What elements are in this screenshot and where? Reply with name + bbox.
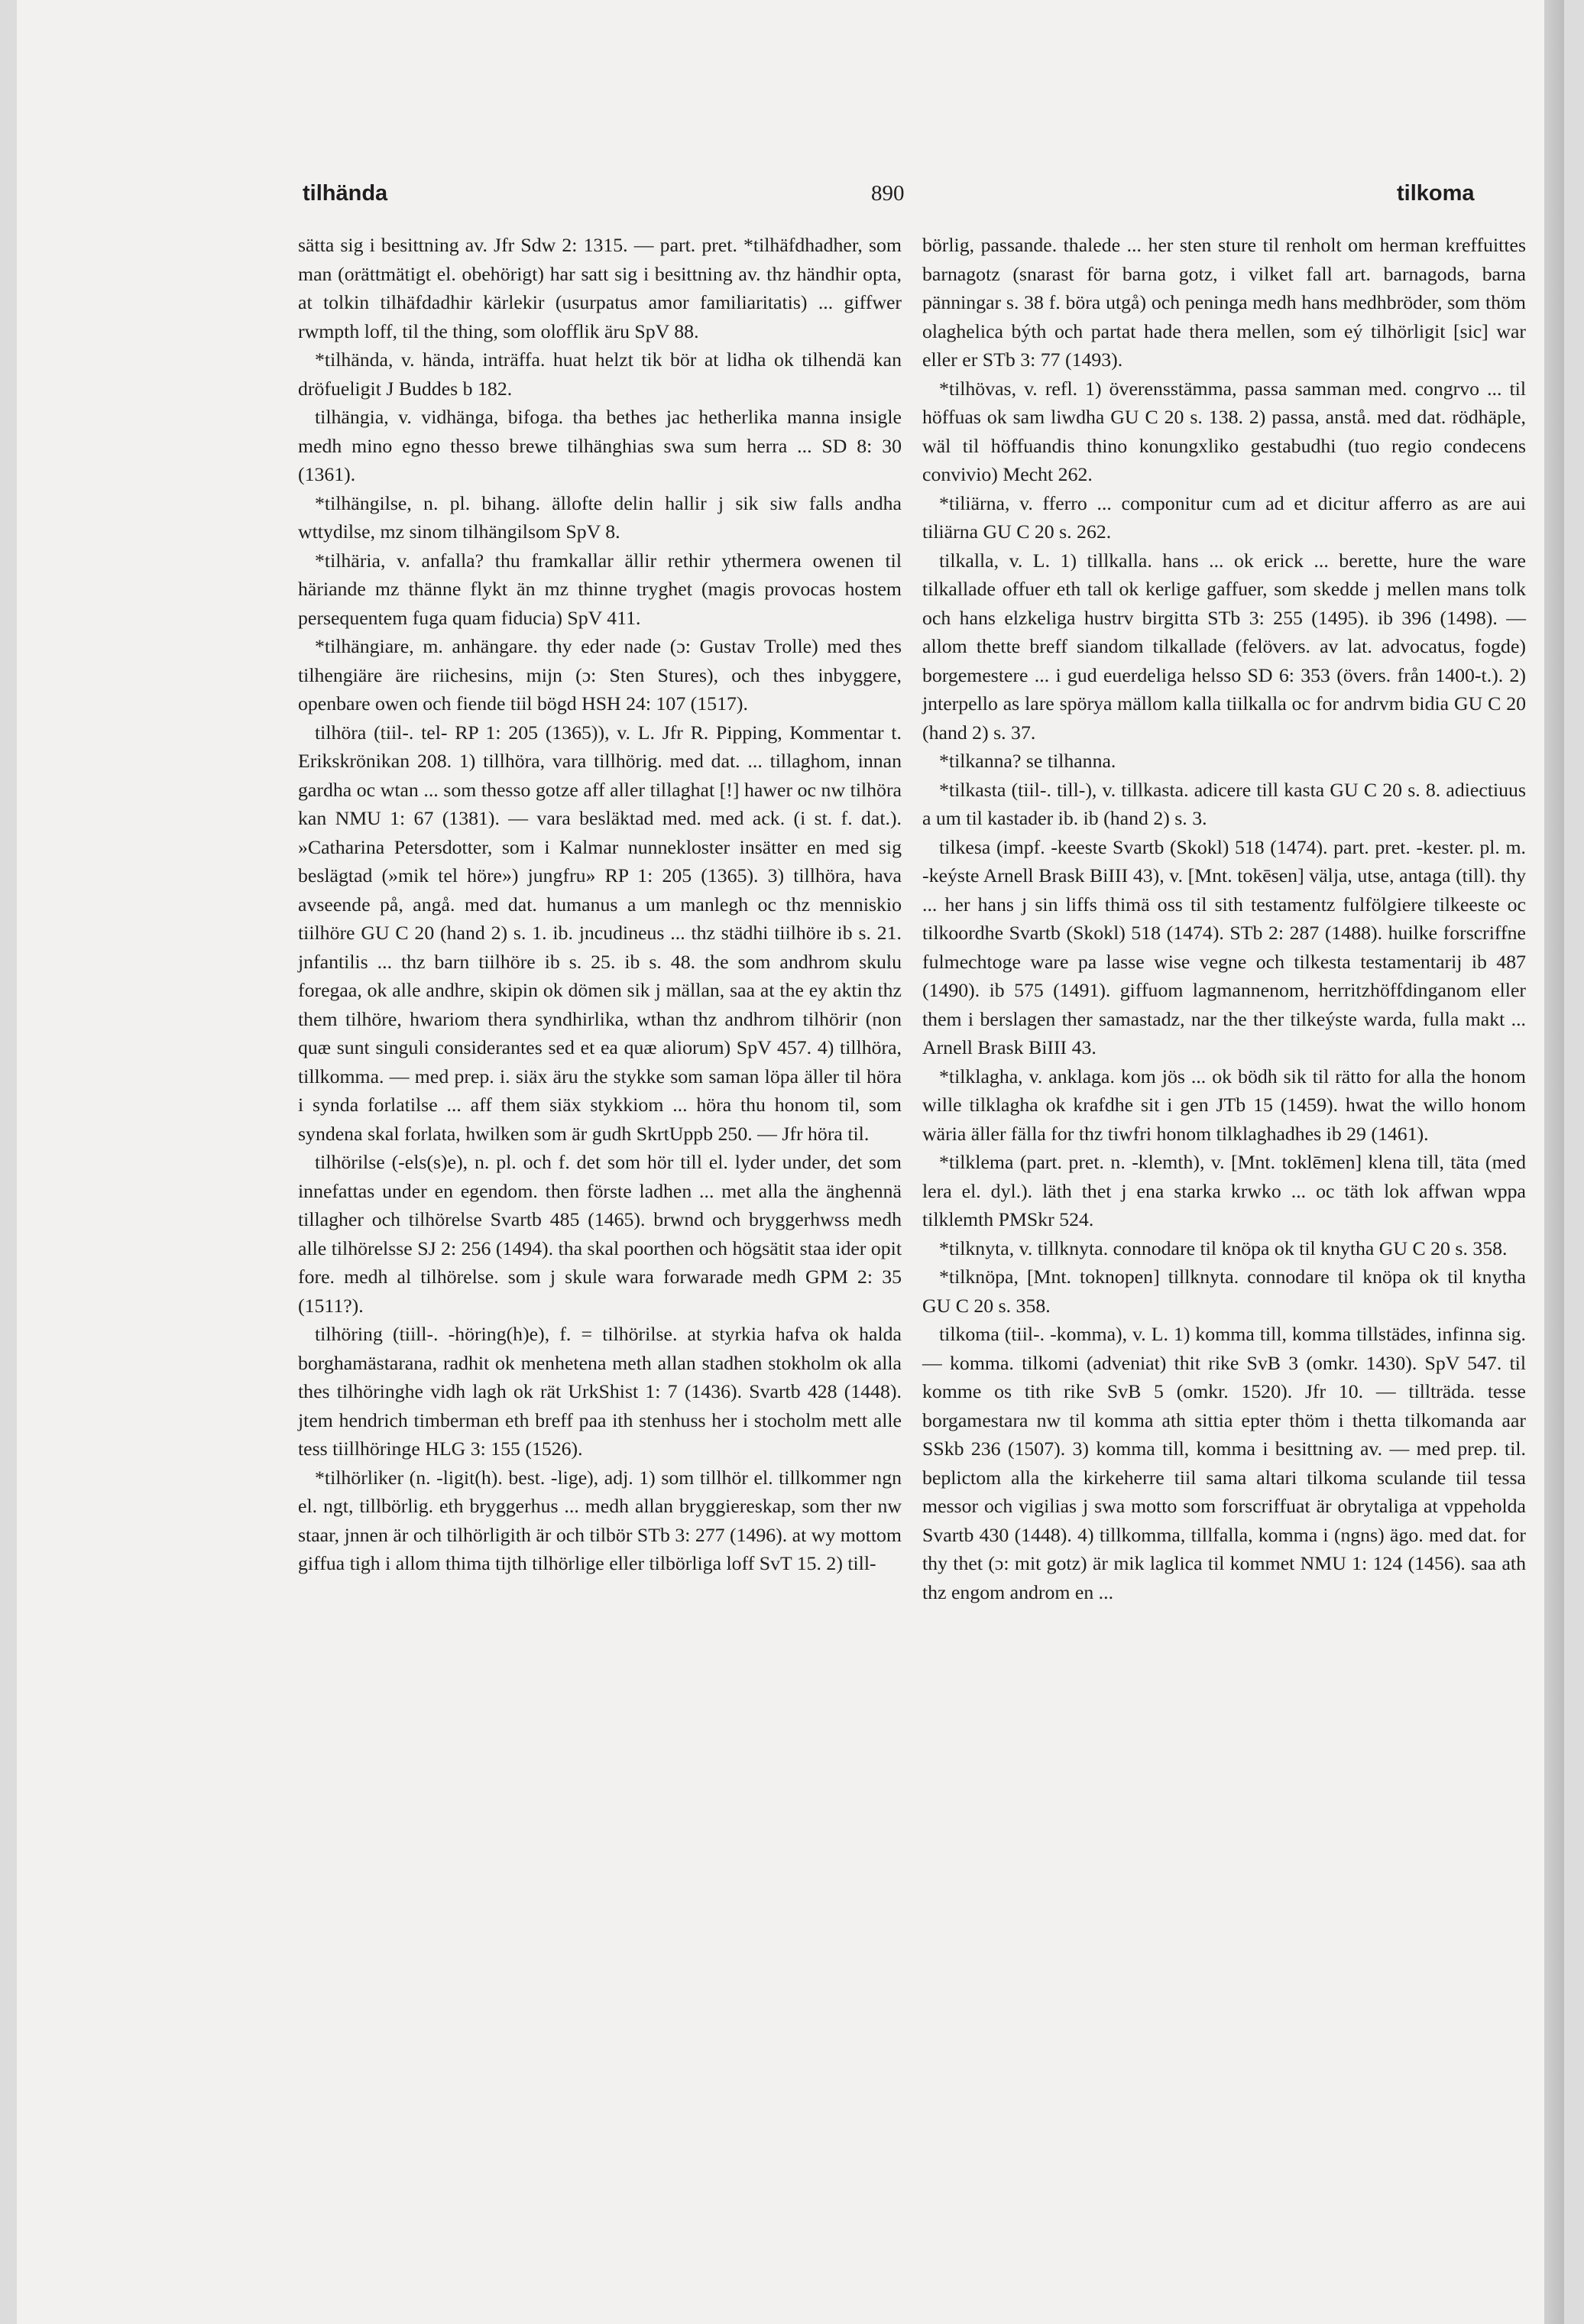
entry-tilhorilse: tilhörilse (-els(s)e), n. pl. och f. det som hör till el. lyder under, det som innefattas under en egendom. then förste ladhen ... met alla the änghennä tillagher och tilhörelse Svartb 485 (1465). brwnd och bryggerhwss medh alle tilhörelsse SJ 2: 256 (1494). tha skal poorthen och högsätit staa ider opit fore. medh al tilhörelse. som j skule wara forwarade medh GPM 2: 35 (1511?). [298, 1151, 902, 1317]
page-number: 890 [871, 181, 905, 206]
entry-tilhoring: tilhöring (tiill-. -höring(h)e), f. = tilhörilse. at styrkia hafva ok halda borghamästarana, radhit ok menhetena meth allan stadhen stokholm ok alla thes tilhöringhe vidh lagh ok rät UrkShist 1: 7 (1436). Svartb 428 (1448). jtem hendrich timberman eth breff paa ith stenhuss her i stocholm mett alle tess tiillhöringe HLG 3: 155 (1526). [298, 1323, 902, 1460]
entry-tilhangilse: *tilhängilse, n. pl. bihang. ällofte delin hallir j sik siw falls andha wttydilse, mz sinom tilhängilsom SpV 8. [298, 491, 902, 543]
entry-tilhovas: *tilhövas, v. refl. 1) överensstämma, passa samman med. congrvo ... til höffuas ok sam liwdha GU C 20 s. 138. 2) passa, anstå. med dat. rödhäple, wäl til höffuandis thino konungxliko gestabudhi (tuo regio condecens convivio) Mecht 262. [922, 377, 1526, 485]
entry-tilharia: *tilhäria, v. anfalla? thu framkallar ällir rethir ythermera owenen til häriande mz thänne flykt än mz thinne tryghet (magis provocas hostem persequentem fuga quam fiducia) SpV 411. [298, 549, 902, 629]
entry-tilknyta: *tilknyta, v. tillknyta. connodare til knöpa ok til knytha GU C 20 s. 358. [939, 1237, 1508, 1259]
entry-tilhorliker: *tilhörliker (n. -ligit(h). best. -lige), adj. 1) som tillhör el. tillkommer ngn el. ngt, tillbörlig. eth bryggerhus ... medh allan bryggiereskap, som ther nw staar, jnnen är och tilhörligith är och tilbör STb 3: 277 (1496). at wy mottom giffua tigh i allom thima tijth tilhörlige eller tilbörliga loff SvT 15. 2) till- [298, 1466, 902, 1574]
entry-tiliarna: *tiliärna, v. fferro ... componitur cum ad et dicitur afferro as are aui tiliärna GU C 20 s. 262. [922, 491, 1526, 543]
header-right-catchword: tilkoma [1397, 181, 1475, 206]
dictionary-page [17, 0, 1564, 2324]
entry-tilhanda: *tilhända, v. hända, inträffa. huat helzt tik bör at lidha ok tilhendä kan dröfueligit J Buddes b 182. [298, 348, 902, 400]
right-column [922, 231, 1526, 1606]
entry-tilhangiare: *tilhängiare, m. anhängare. thy eder nade (ɔ: Gustav Trolle) med thes tilhengiäre äre riichesins, mijn (ɔ: Sten Stures), och thes inbyggere, openbare owen och fiende tiil bögd HSH 24: 107 (1517). [298, 635, 902, 715]
entry-tilkanna: *tilkanna? se tilhanna. [939, 750, 1116, 772]
running-head [17, 181, 1564, 212]
page-edge [1544, 0, 1564, 2324]
header-left-catchword: tilhända [303, 181, 388, 206]
entry-tilhora: tilhöra (tiil-. tel- RP 1: 205 (1365)), v. L. Jfr R. Pipping, Kommentar t. Erikskrönikan 208. 1) tillhöra, vara tillhörig. med dat. ... tillaghom, innan gardha oc wtan ... som thesso gotze aff aller tillaghat [!] hawer oc nw tilhöra kan NMU 1: 67 (1381). — vara besläktad med. med ack. (i st. f. dat.). »Catharina Petersdotter, som i Kalmar nunnekloster insätter en med sig beslägtad (»mik tel höre») jungfru» RP 1: 205 (1365). 3) tillhöra, hava avseende på, angå. med dat. humanus a um manlegh oc thz menniskio tiilhöre GU C 20 (hand 2) s. 1. ib. jncudineus ... thz städhi tiilhöre ib s. 21. jnfantilis ... thz barn tiilhöre ib s. 25. ib s. 48. the som andhrom skulu foregaa, ok alle andhre, skipin ok dömen sik j mällan, saa at the ey aktin thz them tilhöre, hwariom thera syndhirlika, wthan thz andhrom tilhörir (non quæ sunt singuli considerantes sed et ea quæ aliorum) SpV 457. 4) tillhöra, tillkomma. — med prep. i. siäx äru the stykke som saman löpa äller til höra i synda forlatilse ... aff them siäx stykkiom ... höra thu honom til, som syndena skal forlata, hwilken som är gudh SkrtUppb 250. — Jfr höra til. [298, 721, 902, 1145]
entry-tilklema: *tilklema (part. pret. n. -klemth), v. [Mnt. toklēmen] klena till, täta (med lera el. dyl.). läth thet j ena starka krwko ... oc täth lok affwan wppa tilklemth PMSkr 524. [922, 1151, 1526, 1230]
entry-tilkalla: tilkalla, v. L. 1) tillkalla. hans ... ok erick ... berette, hure the ware tilkallade offuer eth tall ok kerlige gaffuer, som skedde j mellen mans tolk och hans elzkeliga hustrv birgitta STb 3: 255 (1495). ib 396 (1498). — allom thette breff siandom tilkallade (felövers. av lat. advocatus, fogde) borgemestere ... i gud euerdeliga helsso SD 6: 353 (övers. från 1400-t.). 2) jnterpello as lare spörya mällom kalla tiilkalla oc for andrvm bidia GU C 20 (hand 2) s. 37. [922, 549, 1526, 744]
entry-tilknopa: *tilknöpa, [Mnt. toknopen] tillknyta. connodare til knöpa ok til knytha GU C 20 s. 358. [922, 1266, 1526, 1317]
entry-tilkasta: *tilkasta (tiil-. till-), v. tillkasta. adicere till kasta GU C 20 s. 8. adiectiuus a um til kastader ib. ib (hand 2) s. 3. [922, 778, 1526, 829]
entry-tilhangia: tilhängia, v. vidhänga, bifoga. tha bethes jac hetherlika manna insigle medh mino egno thesso brewe tilhänghias swa sum herra ... SD 8: 30 (1361). [298, 406, 902, 485]
entry-continuation: börlig, passande. thalede ... her sten sture til renholt om herman kreffuittes barnagotz (snarast för barna gotz, i vilket fall art. barnagods, barna pänningar s. 38 f. böra utgå) och peninga medh hans medhbröder, som thöm olaghelica býth och partat hade thera mellen, som eý tilhörligit [sic] war eller er STb 3: 77 (1493). [922, 234, 1526, 371]
entry-tilkoma: tilkoma (tiil-. -komma), v. L. 1) komma till, komma tillstädes, infinna sig. — komma. tilkomi (adveniat) thit rike SvB 3 (omkr. 1430). SpV 547. til komme os tith rike SvB 5 (omkr. 1520). Jfr 10. — tillträda. tesse borgamestara nw til komma ath sittia epter thöm i thetta tilkomanda aar SSkb 236 (1507). 3) komma till, komma i besittning av. — med prep. til. beplictom alla the kirkeherre tiil sama altari tilkoma sculande tiil tessa messor och vigilias j swa motto som forscriffuat är obrytaliga at vppeholda Svartb 430 (1448). 4) tillkomma, tillfalla, komma i (ngns) ägo. med dat. for thy thet (ɔ: mit gotz) är mik laglica til kommet NMU 1: 124 (1456). saa ath thz engom androm en ... [922, 1323, 1526, 1603]
entry-tilkesa: tilkesa (impf. -keeste Svartb (Skokl) 518 (1474). part. pret. -kester. pl. m. -keýste Arnell Brask BiIII 43), v. [Mnt. tokēsen] välja, utse, antaga (till). thy ... her hans j sin liffs thimä oss til sith testamentz fulfölgiere tilkeeste oc tilkoordhe Svartb (Skokl) 518 (1474). STb 2: 287 (1488). huilke forscriffne fulmechtoge ware pa lasse wise vegne och tilkesta testamentarij ib 487 (1490). ib 575 (1491). giffuom lagmannenom, herritzhöffdinganom eller them i berslagen ther samastadz, nar the ther tilkeýste warda, fulla makt ... Arnell Brask BiIII 43. [922, 835, 1526, 1058]
entry-continuation: sätta sig i besittning av. Jfr Sdw 2: 1315. — part. pret. *tilhäfdhadher, som man (orättmätigt el. obehörigt) har satt sig i besittning av. thz händhir opta, at tolkin tilhäfdadhir kärlekir (usurpatus amor familiaritatis) ... giffwer rwmpth loff, til the thing, som olofflik äru SpV 88. [298, 234, 902, 342]
left-column [298, 231, 902, 1578]
entry-tilklagha: *tilklagha, v. anklaga. kom jös ... ok bödh sik til rätto for alla the honom wille tilklagha ok krafdhe sit i gen JTb 15 (1459). hwat the willo honom wäria äller fälla for thz tiwfri honom tilklaghadhes ib 29 (1461). [922, 1065, 1526, 1145]
